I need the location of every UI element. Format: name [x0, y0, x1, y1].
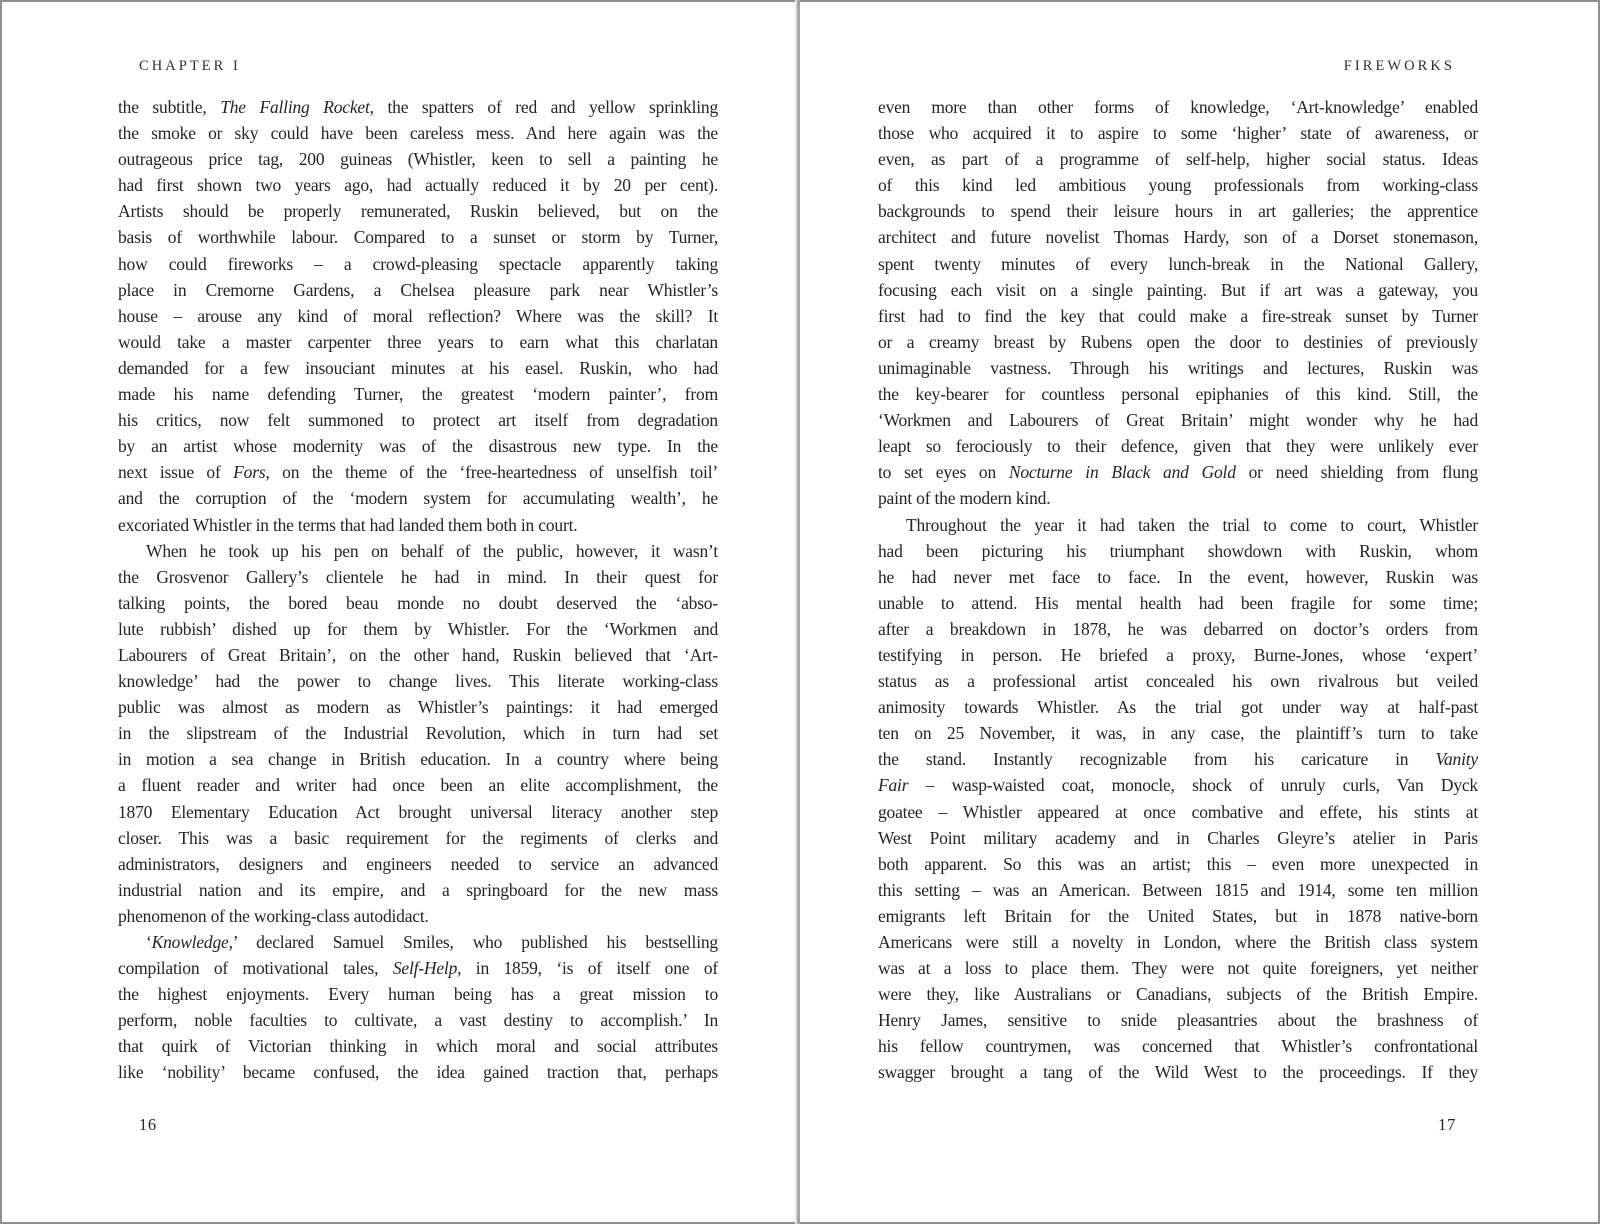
text-line: unable to attend. His mental health had been fragile for some time; — [878, 592, 1478, 613]
text-line: to set eyes on Nocturne in Black and Gold or need shielding from flung — [878, 462, 1478, 483]
italic-text: Vanity — [1435, 749, 1478, 770]
text-line: paint of the modern kind. — [878, 488, 1051, 509]
text-line: emigrants left Britain for the United States, but in 1878 native-born — [878, 905, 1478, 926]
page-gutter-divider — [795, 0, 800, 1224]
text-line: how could fireworks – a crowd-pleasing spectacle apparently taking — [118, 253, 718, 274]
text-line: the stand. Instantly recognizable from his caricature in Vanity — [878, 749, 1478, 770]
paragraph — [878, 512, 1478, 1086]
text-line: spent twenty minutes of every lunch-break in the National Gallery, — [878, 253, 1478, 274]
text-line: had first shown two years ago, had actually reduced it by 20 per cent). — [118, 175, 718, 196]
text-line: by an artist whose modernity was of the disastrous new type. In the — [118, 436, 718, 457]
text-line: industrial nation and its empire, and a springboard for the new mass — [118, 879, 718, 900]
page-number-right: 17 — [1438, 1115, 1456, 1134]
page-left — [118, 0, 718, 1224]
text-line: phenomenon of the working-class autodidact. — [118, 905, 429, 926]
text-line: his critics, now felt summoned to protect art itself from degradation — [118, 410, 718, 431]
text-line: Labourers of Great Britain’, on the other hand, Ruskin believed that ‘Art- — [118, 644, 718, 665]
text-line: animosity towards Whistler. As the trial got under way at half-past — [878, 697, 1478, 718]
italic-text: Knowledge, — [151, 932, 233, 952]
text-line: lute rubbish’ dished up for them by Whistler. For the ‘Workmen and — [118, 618, 718, 639]
page-right — [878, 0, 1478, 1224]
text-line: basis of worthwhile labour. Compared to a sunset or storm by Turner, — [118, 227, 718, 248]
text-line: or a creamy breast by Rubens open the door to destinies of previously — [878, 331, 1478, 352]
text-line: outrageous price tag, 200 guineas (Whistler, keen to sell a painting he — [118, 149, 718, 170]
text-line: a fluent reader and writer had once been an elite accomplishment, the — [118, 775, 718, 796]
paragraph — [118, 94, 718, 538]
text-line: talking points, the bored beau monde no doubt deserved the ‘abso- — [118, 592, 718, 613]
paragraph — [118, 929, 718, 1086]
left-page-text-column — [118, 94, 718, 1086]
text-line: of this kind led ambitious young professionals from working-class — [878, 175, 1478, 196]
text-line: he had never met face to face. In the event, however, Ruskin was — [878, 566, 1478, 587]
text-line: the subtitle, The Falling Rocket, the spatters of red and yellow sprinkling — [118, 97, 719, 117]
italic-text: Nocturne in Black and Gold — [1008, 462, 1236, 483]
italic-text: The Falling Rocket — [220, 97, 370, 117]
running-header-chapter: CHAPTER I — [139, 58, 241, 74]
paragraph — [878, 94, 1478, 512]
text-line: administrators, designers and engineers needed to service an advanced — [118, 853, 718, 874]
text-line: Fair – wasp-waisted coat, monocle, shock of unruly curls, Van Dyck — [878, 775, 1478, 796]
text-line: ten on 25 November, it was, in any case, the plaintiff’s turn to take — [878, 723, 1478, 744]
text-line: was at a loss to place them. They were not quite foreigners, yet neither — [878, 958, 1478, 979]
text-line: like ‘nobility’ became confused, the idea gained traction that, perhaps — [118, 1062, 718, 1083]
text-line: backgrounds to spend their leisure hours in art galleries; the apprentice — [878, 201, 1478, 222]
text-line: swagger brought a tang of the Wild West to the proceedings. If they — [878, 1062, 1478, 1083]
text-line: Henry James, sensitive to snide pleasantries about the brashness of — [878, 1010, 1478, 1031]
text-line: were they, like Australians or Canadians, subjects of the British Empire. — [878, 984, 1478, 1005]
text-line: in the slipstream of the Industrial Revolution, which in turn had set — [118, 723, 718, 744]
text-line: would take a master carpenter three years to earn what this charlatan — [118, 331, 718, 352]
text-line: had been picturing his triumphant showdown with Ruskin, whom — [878, 540, 1478, 561]
text-line: ‘Knowledge,’ declared Samuel Smiles, who published his bestselling — [146, 932, 718, 952]
text-line: made his name defending Turner, the greatest ‘modern painter’, from — [118, 384, 718, 405]
text-line: public was almost as modern as Whistler’s paintings: it had emerged — [118, 697, 718, 718]
italic-text: Self-Help — [392, 958, 458, 979]
text-line: that quirk of Victorian thinking in which moral and social attributes — [118, 1036, 718, 1057]
text-line: in motion a sea change in British education. In a country where being — [118, 749, 718, 770]
text-line: this setting – was an American. Between 1815 and 1914, some ten million — [878, 879, 1478, 900]
running-header-title: FIREWORKS — [1343, 58, 1455, 74]
text-line: Americans were still a novelty in London, where the British class system — [878, 932, 1478, 952]
paragraph — [118, 538, 718, 929]
text-line: When he took up his pen on behalf of the public, however, it wasn’t — [146, 540, 718, 561]
text-line: closer. This was a basic requirement for the regiments of clerks and — [118, 827, 718, 848]
text-line: excoriated Whistler in the terms that had landed them both in court. — [118, 514, 578, 535]
text-line: Throughout the year it had taken the trial to come to court, Whistler — [906, 514, 1478, 535]
italic-text: Fair — [878, 775, 909, 796]
text-line: demanded for a few insouciant minutes at his easel. Ruskin, who had — [118, 357, 718, 378]
text-line: status as a professional artist concealed his own rivalrous but veiled — [878, 671, 1478, 692]
text-line: those who acquired it to aspire to some ‘higher’ state of awareness, or — [878, 123, 1478, 144]
text-line: unimaginable vastness. Through his writings and lectures, Ruskin was — [878, 357, 1478, 378]
page-number-left: 16 — [139, 1115, 157, 1134]
text-line: and the corruption of the ‘modern system for accumulating wealth’, he — [118, 488, 718, 509]
text-line: knowledge’ had the power to change lives. This literate working-class — [118, 671, 718, 692]
text-line: the highest enjoyments. Every human being has a great mission to — [118, 984, 718, 1005]
text-line: the key-bearer for countless personal epiphanies of this kind. Still, the — [878, 384, 1478, 405]
text-line: testifying in person. He briefed a proxy, Burne-Jones, whose ‘expert’ — [878, 644, 1478, 665]
text-line: focusing each visit on a single painting. But if art was a gateway, you — [878, 279, 1478, 300]
text-line: leapt so ferociously to their defence, given that they were unlikely ever — [878, 436, 1478, 457]
text-line: ‘Workmen and Labourers of Great Britain’ might wonder why he had — [878, 410, 1478, 431]
text-line: place in Cremorne Gardens, a Chelsea pleasure park near Whistler’s — [118, 279, 718, 300]
text-line: architect and future novelist Thomas Hardy, son of a Dorset stonemason, — [878, 227, 1478, 248]
text-line: after a breakdown in 1878, he was debarred on doctor’s orders from — [878, 618, 1478, 639]
text-line: both apparent. So this was an artist; this – even more unexpected in — [878, 853, 1478, 874]
text-line: the Grosvenor Gallery’s clientele he had in mind. In their quest for — [118, 566, 718, 587]
text-line: 1870 Elementary Education Act brought universal literacy another step — [118, 801, 718, 822]
italic-text: Fors — [233, 462, 266, 483]
text-line: goatee – Whistler appeared at once combative and effete, his stints at — [878, 801, 1478, 822]
text-line: West Point military academy and in Charles Gleyre’s atelier in Paris — [878, 827, 1478, 848]
text-line: house – arouse any kind of moral reflection? Where was the skill? It — [118, 305, 718, 326]
text-line: Artists should be properly remunerated, Ruskin believed, but on the — [118, 201, 718, 222]
text-line: the smoke or sky could have been careless mess. And here again was the — [118, 123, 718, 144]
text-line: compilation of motivational tales, Self-Help, in 1859, ‘is of itself one of — [118, 958, 719, 979]
text-line: even more than other forms of knowledge, ‘Art-knowledge’ enabled — [878, 97, 1478, 117]
text-line: his fellow countrymen, was concerned that Whistler’s confrontational — [878, 1036, 1478, 1057]
text-line: even, as part of a programme of self-help, higher social status. Ideas — [878, 149, 1478, 170]
right-page-text-column — [878, 94, 1478, 1086]
text-line: next issue of Fors, on the theme of the ‘free-heartedness of unselfish toil’ — [118, 462, 718, 483]
text-line: perform, noble faculties to cultivate, a vast destiny to accomplish.’ In — [118, 1010, 718, 1031]
text-line: first had to find the key that could make a fire-streak sunset by Turner — [878, 305, 1478, 326]
